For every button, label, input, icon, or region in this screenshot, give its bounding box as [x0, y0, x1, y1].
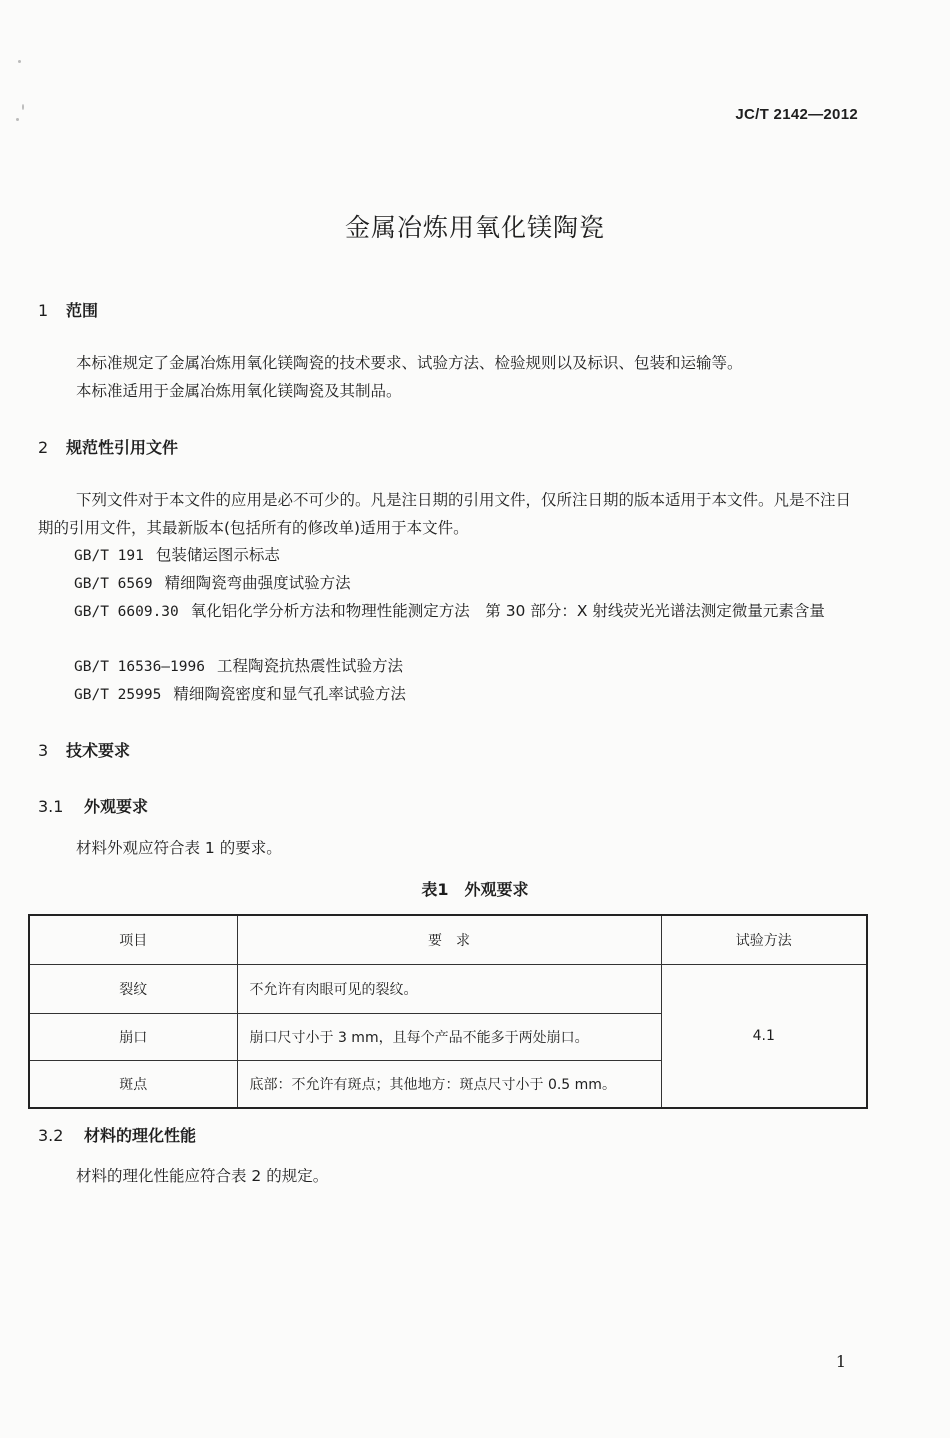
page-number: 1 [835, 1352, 846, 1371]
section-title: 范围 [66, 301, 99, 320]
section-title: 规范性引用文件 [66, 438, 179, 457]
reference-title: 氧化铝化学分析方法和物理性能测定方法 第 30 部分：X 射线荧光光谱法测定微量元素含量 [190, 602, 825, 620]
reference-title: 包装储运图示标志 [155, 546, 280, 564]
reference-code: GB/T 25995 [74, 687, 162, 703]
section-number: 2 [38, 438, 49, 457]
standard-code: JC/T 2142—2012 [735, 106, 858, 123]
section-heading-scope [38, 298, 98, 321]
reference-title: 精细陶瓷密度和显气孔率试验方法 [173, 685, 406, 703]
reference-item [38, 597, 860, 626]
table-cell-item: 崩口 [29, 1014, 237, 1061]
section-heading-normative-references [38, 435, 178, 458]
physicochemical-paragraph: 材料的理化性能应符合表 2 的规定。 [76, 1167, 329, 1185]
scan-speck [16, 118, 19, 121]
section-title: 材料的理化性能 [84, 1126, 197, 1145]
references-intro: 下列文件对于本文件的应用是必不可少的。凡是注日期的引用文件，仅所注日期的版本适用于本文件。凡是不注日期的引用文件，其最新版本(包括所有的修改单)适用于本文件。 [38, 491, 852, 537]
table-header-cell: 要 求 [237, 915, 661, 965]
section-title: 外观要求 [84, 797, 149, 816]
subsection-heading-appearance [38, 794, 148, 817]
reference-code: GB/T 16536—1996 [74, 659, 205, 675]
scope-paragraph-1: 本标准规定了金属冶炼用氧化镁陶瓷的技术要求、试验方法、检验规则以及标识、包装和运输等。 [76, 354, 743, 372]
scope-paragraph-2: 本标准适用于金属冶炼用氧化镁陶瓷及其制品。 [76, 382, 402, 400]
table-caption: 表1 外观要求 [421, 880, 529, 899]
section-number: 3 [38, 741, 49, 760]
reference-code: GB/T 191 [74, 548, 144, 564]
section-number: 1 [38, 301, 49, 320]
table-row [29, 965, 867, 1014]
appearance-paragraph: 材料外观应符合表 1 的要求。 [76, 839, 282, 857]
section-heading-technical-requirements [38, 738, 130, 761]
scan-speck [18, 60, 21, 63]
reference-code: GB/T 6569 [74, 576, 153, 592]
section-title: 技术要求 [66, 741, 131, 760]
table-header-row [29, 915, 867, 965]
reference-item [74, 682, 406, 704]
table-header-cell: 试验方法 [661, 915, 867, 965]
table-cell-requirement: 底部：不允许有斑点；其他地方：斑点尺寸小于 0.5 mm。 [237, 1061, 661, 1109]
reference-item [74, 543, 280, 565]
section-number: 3.2 [38, 1126, 64, 1145]
reference-title: 工程陶瓷抗热震性试验方法 [216, 657, 403, 675]
table-header-cell: 项目 [29, 915, 237, 965]
subsection-heading-physicochemical [38, 1123, 196, 1146]
document-title: 金属冶炼用氧化镁陶瓷 [344, 213, 605, 242]
table-cell-requirement: 不允许有肉眼可见的裂纹。 [237, 965, 661, 1014]
reference-item [74, 654, 403, 676]
table-cell-item: 裂纹 [29, 965, 237, 1014]
table-cell-item: 斑点 [29, 1061, 237, 1109]
reference-title: 精细陶瓷弯曲强度试验方法 [164, 574, 351, 592]
appearance-requirements-table [28, 914, 868, 1109]
table-cell-requirement: 崩口尺寸小于 3 mm，且每个产品不能多于两处崩口。 [237, 1014, 661, 1061]
reference-item [74, 571, 351, 593]
section-number: 3.1 [38, 797, 64, 816]
scan-speck [22, 104, 24, 110]
table-cell-test-method: 4.1 [661, 965, 867, 1109]
reference-code: GB/T 6609.30 [74, 604, 179, 620]
